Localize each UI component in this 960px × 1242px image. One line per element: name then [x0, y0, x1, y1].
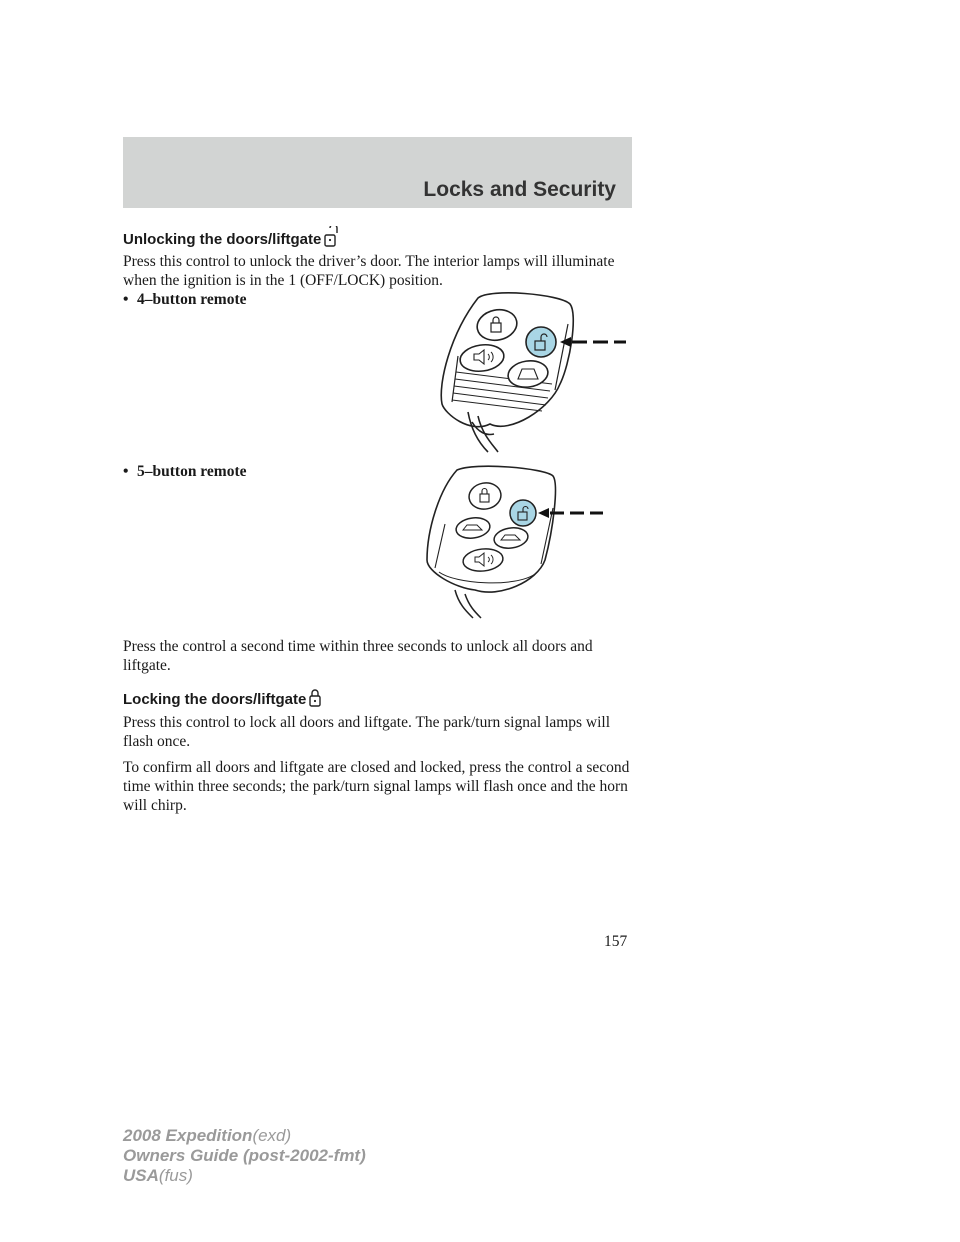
footer-model-code: (exd)	[252, 1126, 292, 1145]
unlock-second-press-paragraph: Press the control a second time within three seconds to unlock all doors and liftgate.	[123, 638, 593, 674]
page-number: 157	[604, 933, 628, 950]
bullet-4-button: • 4–button remote	[123, 291, 247, 308]
five-button-remote-illustration	[405, 460, 620, 620]
lock-paragraph-1: Press this control to lock all doors and liftgate. The park/turn signal lamps will flash once.	[123, 714, 611, 750]
unlock-pointer-arrow-5	[538, 508, 603, 518]
section-header-band	[123, 137, 632, 208]
unlock-heading-text: Unlocking the doors/liftgate	[123, 231, 322, 248]
lock-icon	[308, 688, 322, 708]
unlock-icon	[323, 226, 339, 248]
lock-heading	[123, 688, 322, 708]
footer-guide: Owners Guide (post-2002-fmt)	[123, 1146, 366, 1165]
section-title: Locks and Security	[423, 178, 616, 201]
bullet-5-button-text: 5–button remote	[137, 463, 247, 480]
document-footer	[123, 1126, 366, 1186]
unlock-heading	[123, 226, 339, 248]
footer-market: USA	[123, 1166, 159, 1185]
footer-market-code: (fus)	[158, 1166, 193, 1185]
unlock-pointer-arrow-4	[560, 337, 626, 347]
four-button-remote-illustration	[400, 284, 640, 460]
footer-model: 2008 Expedition	[123, 1126, 253, 1145]
lock-paragraph-2: To confirm all doors and liftgate are closed and locked, press the control a second time within three seconds; the park/turn signal lamps will flash once and the horn will chirp.	[123, 759, 630, 814]
unlock-paragraph: Press this control to unlock the driver’s door. The interior lamps will illuminate when the ignition is in the 1 (OFF/LOCK) position.	[123, 253, 615, 289]
fob4-unlock-button	[526, 327, 556, 357]
bullet-5-button: • 5–button remote	[123, 463, 247, 480]
bullet-4-button-text: 4–button remote	[137, 291, 247, 308]
fob5-unlock-button	[510, 500, 536, 526]
lock-heading-text: Locking the doors/liftgate	[123, 691, 307, 708]
